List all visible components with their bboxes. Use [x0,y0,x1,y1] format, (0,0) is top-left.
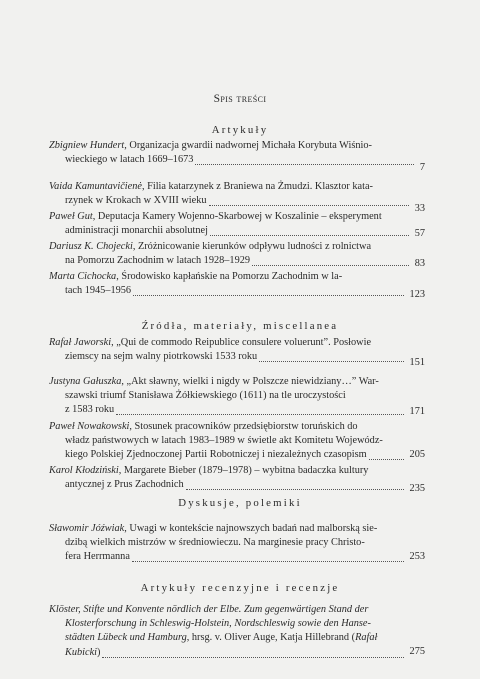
section-heading-discussions: Dyskusje, polemiki [178,497,302,509]
entry-title-cont: na Pomorzu Zachodnim w latach 1928–1929 [65,255,251,267]
toc-entry[interactable] [49,139,425,173]
entry-author: Dariusz K. Chojecki [49,241,133,252]
toc-entry[interactable] [49,464,425,492]
entry-author: Sławomir Jóźwiak [49,523,125,534]
entry-page-number: 275 [409,646,425,657]
dot-leader [252,256,409,266]
entry-title-cont: tach 1945–1956 [65,285,132,297]
entry-title: , „Qui de commodo Reipublice consulere voluerunt”. Posłowie [111,337,372,348]
entry-author: Paweł Nowakowski [49,421,130,432]
toc-entry[interactable] [49,522,425,565]
dot-leader [195,155,414,165]
dot-leader [186,480,404,490]
entry-title: , Deputacja Kamery Wojenno-Skarbowej w Koszalinie – eksperyment [92,211,382,222]
entry-title-cont: dzibą wielkich mistrzów w średniowieczu. Na marginesie pracy Christo- [65,537,365,549]
entry-title-cont: Klosterforschung in Schleswig-Holstein, Nordschleswig sowie den Hanse- [65,618,371,630]
entry-title-cont: antycznej z Prus Zachodnich [65,479,184,491]
dot-leader [133,286,404,296]
page-title: Spis treści [213,93,267,105]
entry-title: Klöster, Stifte und Konvente nördlich der Elbe. Zum gegenwärtigen Stand der [49,604,369,615]
toc-entry[interactable] [49,180,425,214]
entry-title-cont: władz państwowych w latach 1983–1989 w świetle akt Komitetu Wojewódz- [65,435,383,447]
entry-title: , Margarete Bieber (1879–1978) – wybitna badaczka kultury [118,465,369,476]
dot-leader [259,352,404,362]
entry-title: , Filia katarzynek z Braniewa na Żmudzi. Klasztor kata- [141,181,373,192]
dot-leader [102,648,404,658]
toc-entry[interactable] [49,603,425,660]
entry-title-cont: städten Lübeck und Hamburg [65,632,187,644]
section-heading-articles: Artykuły [211,124,269,136]
entry-title: , Stosunek pracowników przedsiębiorstw toruńskich do [129,421,358,432]
entry-title-cont: administracji monarchii absolutnej [65,225,208,237]
entry-page-number: 171 [409,406,425,417]
entry-page-number: 57 [414,228,425,239]
entry-page-number: 7 [419,162,425,173]
entry-title: , Organizacja gwardii nadwornej Michała Korybuta Wiśnio- [124,140,372,151]
entry-title: , Uwagi w kontekście najnowszych badań nad malborską sie- [124,523,378,534]
entry-title: , Środowisko kapłańskie na Pomorzu Zachodnim w la- [116,271,343,282]
dot-leader [132,552,404,562]
dot-leader [210,226,409,236]
section-heading-reviews: Artykuły recenzyjne i recenzje [140,582,340,594]
entry-author: Paweł Gut [49,211,93,222]
dot-leader [369,450,404,460]
section-heading-sources: Źródła, materiały, miscellanea [141,320,339,332]
dot-leader [116,405,404,415]
entry-page-number: 33 [414,203,425,214]
dot-leader [209,196,409,206]
entry-title-cont: szawski triumf Stanisława Żółkiewskiego (1611) na tle uroczystości [65,390,346,402]
entry-reviewer-first: Rafał [355,632,378,644]
toc-entry[interactable] [49,336,425,368]
toc-entry[interactable] [49,240,425,268]
entry-page-number: 123 [409,289,425,300]
entry-title-cont: wieckiego w latach 1669–1673 [65,154,194,166]
entry-page-number: 235 [409,483,425,494]
entry-author: Zbigniew Hundert [49,140,125,151]
entry-reviewer-last: Kubicki [65,646,98,658]
entry-title-cont: ziemscy na sejm walny piotrkowski 1533 roku [65,351,258,363]
entry-page-number: 253 [409,551,425,562]
entry-title-cont: kiego Polskiej Zjednoczonej Partii Robotniczej i niezależnych czasopism [65,449,367,461]
toc-entry[interactable] [49,420,425,463]
toc-entry[interactable] [49,210,425,238]
entry-page-number: 205 [409,449,425,460]
entry-author: Rafał Jaworski [49,337,112,348]
toc-entry[interactable] [49,375,425,418]
entry-title: , „Akt sławny, wielki i nigdy w Polszcze niewidziany…” War- [121,376,379,387]
toc-entry[interactable] [49,270,425,298]
entry-author: Justyna Gałuszka [49,376,122,387]
entry-author: Vaida Kamuntavičienė [49,181,142,192]
entry-paren: ) [97,646,101,658]
entry-page-number: 83 [414,258,425,269]
entry-editors: , hrsg. v. Oliver Auge, Katja Hillebrand ( [186,632,356,644]
entry-title: , Zróżnicowanie kierunków odpływu ludności z rolnictwa [132,241,372,252]
entry-author: Marta Cichocka [49,271,117,282]
entry-title-cont: fera Herrmanna [65,551,130,563]
entry-page-number: 151 [409,357,425,368]
entry-title-cont: rzynek w Krokach w XVIII wieku [65,195,207,207]
entry-title-cont: z 1583 roku [65,404,115,416]
entry-author: Karol Kłodziński [49,465,119,476]
